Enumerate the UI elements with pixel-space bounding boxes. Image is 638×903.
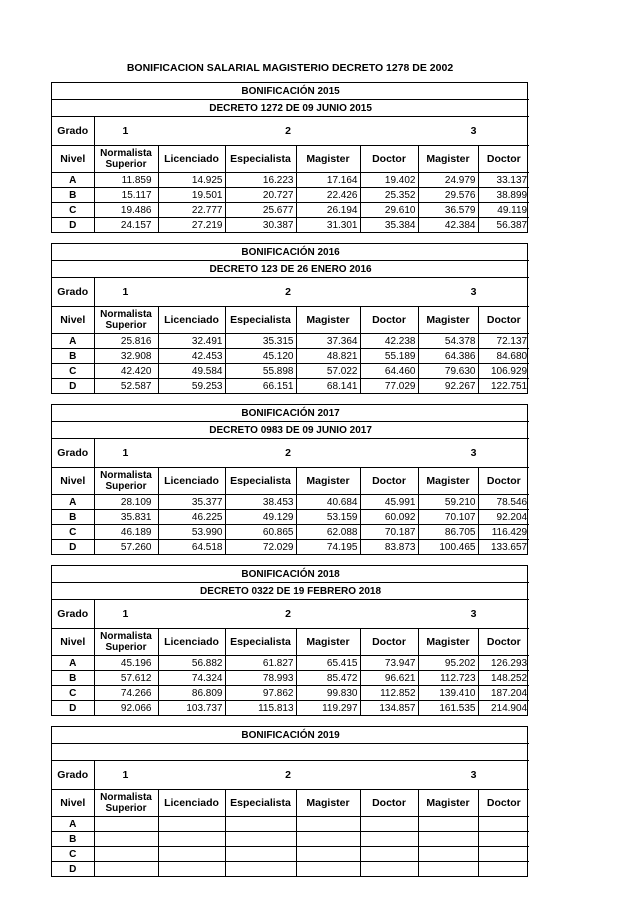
level-cell: C [52,364,94,379]
value-cell: 49.129 [225,510,296,525]
table-row [52,656,529,671]
value-cell [94,862,158,877]
value-cell: 59.210 [418,495,478,510]
magister-header: Magister [296,790,360,817]
licenciado-header: Licenciado [158,468,225,495]
value-cell: 112.723 [418,671,478,686]
level-cell: C [52,525,94,540]
value-cell: 83.873 [360,540,418,555]
value-cell: 78.993 [225,671,296,686]
value-cell: 55.189 [360,349,418,364]
value-cell: 27.219 [158,218,225,233]
doctor-header: Doctor [360,790,418,817]
magister-grado3-header: Magister [418,146,478,173]
normalista-line2: Superior [105,481,147,492]
value-cell: 112.852 [360,686,418,701]
normalista-line1: Normalista [100,631,152,642]
value-cell: 35.377 [158,495,225,510]
value-cell: 11.859 [94,173,158,188]
value-cell: 99.830 [296,686,360,701]
especialista-header: Especialista [225,468,296,495]
doctor-grado3-header: Doctor [478,307,529,334]
table-row [52,862,529,877]
value-cell: 26.194 [296,203,360,218]
level-cell: A [52,656,94,671]
especialista-header: Especialista [225,146,296,173]
value-cell [296,862,360,877]
level-cell: A [52,495,94,510]
level-cell: B [52,510,94,525]
table-row [52,173,529,188]
value-cell: 66.151 [225,379,296,394]
magister-grado3-header: Magister [418,307,478,334]
value-cell: 46.189 [94,525,158,540]
value-cell [296,817,360,832]
value-cell: 15.117 [94,188,158,203]
value-cell: 22.426 [296,188,360,203]
value-cell: 187.204 [478,686,529,701]
value-cell: 57.022 [296,364,360,379]
level-cell: C [52,847,94,862]
magister-header: Magister [296,468,360,495]
grado-1: 1 [94,278,158,307]
value-cell: 45.120 [225,349,296,364]
especialista-header: Especialista [225,629,296,656]
table-row [52,817,529,832]
value-cell: 42.453 [158,349,225,364]
value-cell: 33.137 [478,173,529,188]
value-cell: 126.293 [478,656,529,671]
value-cell [158,847,225,862]
value-cell: 73.947 [360,656,418,671]
value-cell: 86.705 [418,525,478,540]
value-cell [225,847,296,862]
doctor-header: Doctor [360,307,418,334]
block-title: BONIFICACIÓN 2018 [52,566,529,583]
value-cell: 14.925 [158,173,225,188]
grado-2: 2 [158,600,418,629]
value-cell: 30.387 [225,218,296,233]
nivel-header-row [52,790,529,817]
table-row [52,495,529,510]
value-cell: 122.751 [490,380,528,392]
value-cell [94,832,158,847]
value-cell [418,817,478,832]
value-cell: 22.777 [158,203,225,218]
table-row [52,847,529,862]
magister-header: Magister [296,307,360,334]
decree-title: DECRETO 1272 DE 09 JUNIO 2015 [52,100,529,117]
value-cell: 139.410 [418,686,478,701]
value-cell: 25.677 [225,203,296,218]
value-cell [158,832,225,847]
level-cell: C [52,203,94,218]
grado-1: 1 [94,439,158,468]
value-cell: 56.387 [496,219,528,231]
value-cell: 64.386 [418,349,478,364]
value-cell: 106.929 [478,364,529,379]
value-cell: 84.680 [478,349,529,364]
nivel-header-row [52,146,529,173]
value-cell: 85.472 [296,671,360,686]
magister-header: Magister [296,146,360,173]
normalista-line1: Normalista [100,148,152,159]
block-title-row [52,83,529,100]
value-cell: 45.196 [94,656,158,671]
value-cell: 36.579 [418,203,478,218]
nivel-label: Nivel [52,629,94,656]
especialista-header: Especialista [225,307,296,334]
nivel-label: Nivel [52,790,94,817]
value-cell: 65.415 [296,656,360,671]
value-cell [478,847,529,862]
value-cell: 19.402 [360,173,418,188]
value-cell: 70.187 [360,525,418,540]
normalista-line2: Superior [105,803,147,814]
grado-1: 1 [94,600,158,629]
decree-row [52,261,529,278]
value-cell: 49.119 [478,203,529,218]
magister-grado3-header: Magister [418,790,478,817]
value-cell [360,847,418,862]
block-title: BONIFICACIÓN 2019 [52,727,529,744]
value-cell: 92.267 [418,379,478,394]
value-cell: 72.029 [225,540,296,555]
block-title: BONIFICACIÓN 2017 [52,405,529,422]
value-cell: 42.238 [360,334,418,349]
nivel-label: Nivel [52,307,94,334]
normalista-superior-header [94,468,158,495]
grado-3: 3 [418,278,529,307]
grado-row [52,278,529,307]
value-cell: 20.727 [225,188,296,203]
value-cell: 92.204 [478,510,529,525]
bonus-table [52,566,529,715]
grado-row [52,600,529,629]
value-cell: 115.813 [225,701,296,716]
value-cell [296,847,360,862]
value-cell: 78.546 [478,495,529,510]
value-cell: 59.253 [158,379,225,394]
table-row [52,349,529,364]
grado-label: Grado [52,439,94,468]
value-cell [94,817,158,832]
table-row [52,379,529,394]
block-title: BONIFICACIÓN 2015 [52,83,529,100]
decree-row [52,744,529,761]
level-cell: D [52,862,94,877]
document-title: BONIFICACION SALARIAL MAGISTERIO DECRETO 1278 DE 2002 [126,62,454,74]
value-cell: 19.486 [94,203,158,218]
nivel-header-row [52,307,529,334]
value-cell: 64.518 [158,540,225,555]
value-cell: 32.491 [158,334,225,349]
table-row [52,540,529,555]
value-cell: 64.460 [360,364,418,379]
value-cell: 86.809 [158,686,225,701]
doctor-header: Doctor [360,468,418,495]
value-cell: 103.737 [158,701,225,716]
table-row [52,686,529,701]
doctor-grado3-header: Doctor [478,629,529,656]
value-cell: 38.899 [478,188,529,203]
normalista-line1: Normalista [100,792,152,803]
licenciado-header: Licenciado [158,146,225,173]
grado-2: 2 [158,278,418,307]
value-cell: 16.223 [225,173,296,188]
normalista-superior-header [94,629,158,656]
level-cell: D [52,540,94,555]
value-cell: 74.195 [296,540,360,555]
value-cell: 48.821 [296,349,360,364]
normalista-line1: Normalista [100,470,152,481]
table-row [52,218,529,233]
level-cell: A [52,334,94,349]
grado-label: Grado [52,278,94,307]
value-cell: 79.630 [418,364,478,379]
normalista-superior-header [94,307,158,334]
value-cell: 134.857 [360,701,418,716]
value-cell [418,862,478,877]
value-cell: 57.612 [94,671,158,686]
level-cell: B [52,832,94,847]
value-cell: 72.137 [478,334,529,349]
value-cell [158,817,225,832]
value-cell: 17.164 [296,173,360,188]
value-cell: 60.865 [225,525,296,540]
grado-3: 3 [418,117,529,146]
decree-title: DECRETO 0322 DE 19 FEBRERO 2018 [52,583,529,600]
level-cell: B [52,349,94,364]
value-cell [225,832,296,847]
value-cell [418,832,478,847]
grado-label: Grado [52,117,94,146]
especialista-header: Especialista [225,790,296,817]
level-cell: C [52,686,94,701]
grado-3: 3 [418,600,529,629]
block-title-row [52,727,529,744]
table-row [52,671,529,686]
value-cell: 56.882 [158,656,225,671]
value-cell: 148.252 [478,671,529,686]
value-cell: 92.066 [94,701,158,716]
value-cell [296,832,360,847]
value-cell [478,862,529,877]
normalista-line1: Normalista [100,309,152,320]
value-cell [158,862,225,877]
value-cell: 38.453 [225,495,296,510]
value-cell: 53.990 [158,525,225,540]
block-title-row [52,566,529,583]
table-row [52,188,529,203]
value-cell: 77.029 [360,379,418,394]
magister-grado3-header: Magister [418,468,478,495]
normalista-superior-header [94,146,158,173]
level-cell: B [52,671,94,686]
grado-row [52,439,529,468]
grado-2: 2 [158,439,418,468]
value-cell: 161.535 [418,701,478,716]
table-row [52,832,529,847]
magister-header: Magister [296,629,360,656]
doctor-header: Doctor [360,146,418,173]
bonus-table [52,83,529,232]
value-cell: 25.816 [94,334,158,349]
value-cell [360,862,418,877]
normalista-line2: Superior [105,159,147,170]
value-cell: 68.141 [296,379,360,394]
value-cell: 214.904 [490,702,528,714]
value-cell: 70.107 [418,510,478,525]
value-cell: 60.092 [360,510,418,525]
grado-3: 3 [418,439,529,468]
licenciado-header: Licenciado [158,307,225,334]
value-cell: 35.384 [360,218,418,233]
grado-2: 2 [158,117,418,146]
level-cell: D [52,218,94,233]
value-cell [225,817,296,832]
block-title-row [52,244,529,261]
value-cell: 95.202 [418,656,478,671]
grado-row [52,117,529,146]
level-cell: A [52,173,94,188]
value-cell: 32.908 [94,349,158,364]
value-cell: 96.621 [360,671,418,686]
doctor-grado3-header: Doctor [478,790,529,817]
nivel-label: Nivel [52,146,94,173]
grado-row [52,761,529,790]
nivel-label: Nivel [52,468,94,495]
normalista-line2: Superior [105,642,147,653]
value-cell: 74.324 [158,671,225,686]
value-cell [225,862,296,877]
level-cell: B [52,188,94,203]
doctor-grado3-header: Doctor [478,468,529,495]
value-cell [360,832,418,847]
decree-title: DECRETO 0983 DE 09 JUNIO 2017 [52,422,529,439]
grado-2: 2 [158,761,418,790]
value-cell: 100.465 [418,540,478,555]
bonus-block-2 [51,404,528,555]
value-cell: 24.979 [418,173,478,188]
magister-grado3-header: Magister [418,629,478,656]
value-cell: 28.109 [94,495,158,510]
value-cell: 19.501 [158,188,225,203]
value-cell: 42.384 [418,218,478,233]
bonus-block-0 [51,82,528,233]
decree-row [52,100,529,117]
value-cell: 116.429 [478,525,529,540]
value-cell: 45.991 [360,495,418,510]
value-cell: 97.862 [225,686,296,701]
value-cell: 62.088 [296,525,360,540]
value-cell: 133.657 [490,541,528,553]
decree-title: DECRETO 123 DE 26 ENERO 2016 [52,261,529,278]
decree-title [52,744,529,761]
table-row [52,525,529,540]
block-title: BONIFICACIÓN 2016 [52,244,529,261]
value-cell: 40.684 [296,495,360,510]
value-cell: 55.898 [225,364,296,379]
value-cell [478,817,529,832]
value-cell [360,817,418,832]
value-cell: 25.352 [360,188,418,203]
grado-1: 1 [94,117,158,146]
doctor-header: Doctor [360,629,418,656]
value-cell [94,847,158,862]
grado-label: Grado [52,761,94,790]
value-cell: 46.225 [158,510,225,525]
level-cell: D [52,701,94,716]
table-row [52,701,529,716]
bonus-table [52,244,529,393]
level-cell: A [52,817,94,832]
licenciado-header: Licenciado [158,629,225,656]
nivel-header-row [52,468,529,495]
grado-1: 1 [94,761,158,790]
decree-row [52,583,529,600]
table-row [52,203,529,218]
value-cell: 54.378 [418,334,478,349]
table-row [52,364,529,379]
value-cell: 35.315 [225,334,296,349]
bonus-table [52,405,529,554]
value-cell: 31.301 [296,218,360,233]
value-cell [418,847,478,862]
value-cell: 53.159 [296,510,360,525]
bonus-block-4 [51,726,528,877]
bonus-tables [51,82,528,887]
value-cell: 29.576 [418,188,478,203]
grado-3: 3 [418,761,529,790]
value-cell: 49.584 [158,364,225,379]
value-cell: 74.266 [94,686,158,701]
nivel-header-row [52,629,529,656]
table-row [52,510,529,525]
block-title-row [52,405,529,422]
value-cell: 57.260 [94,540,158,555]
value-cell: 35.831 [94,510,158,525]
value-cell [478,832,529,847]
bonus-block-3 [51,565,528,716]
normalista-superior-header [94,790,158,817]
value-cell: 61.827 [225,656,296,671]
doctor-grado3-header: Doctor [478,146,529,173]
normalista-line2: Superior [105,320,147,331]
value-cell: 29.610 [360,203,418,218]
bonus-table [52,727,529,876]
level-cell: D [52,379,94,394]
value-cell: 119.297 [296,701,360,716]
value-cell: 24.157 [94,218,158,233]
table-row [52,334,529,349]
decree-row [52,422,529,439]
grado-label: Grado [52,600,94,629]
value-cell: 52.587 [94,379,158,394]
licenciado-header: Licenciado [158,790,225,817]
bonus-block-1 [51,243,528,394]
value-cell: 37.364 [296,334,360,349]
value-cell: 42.420 [94,364,158,379]
